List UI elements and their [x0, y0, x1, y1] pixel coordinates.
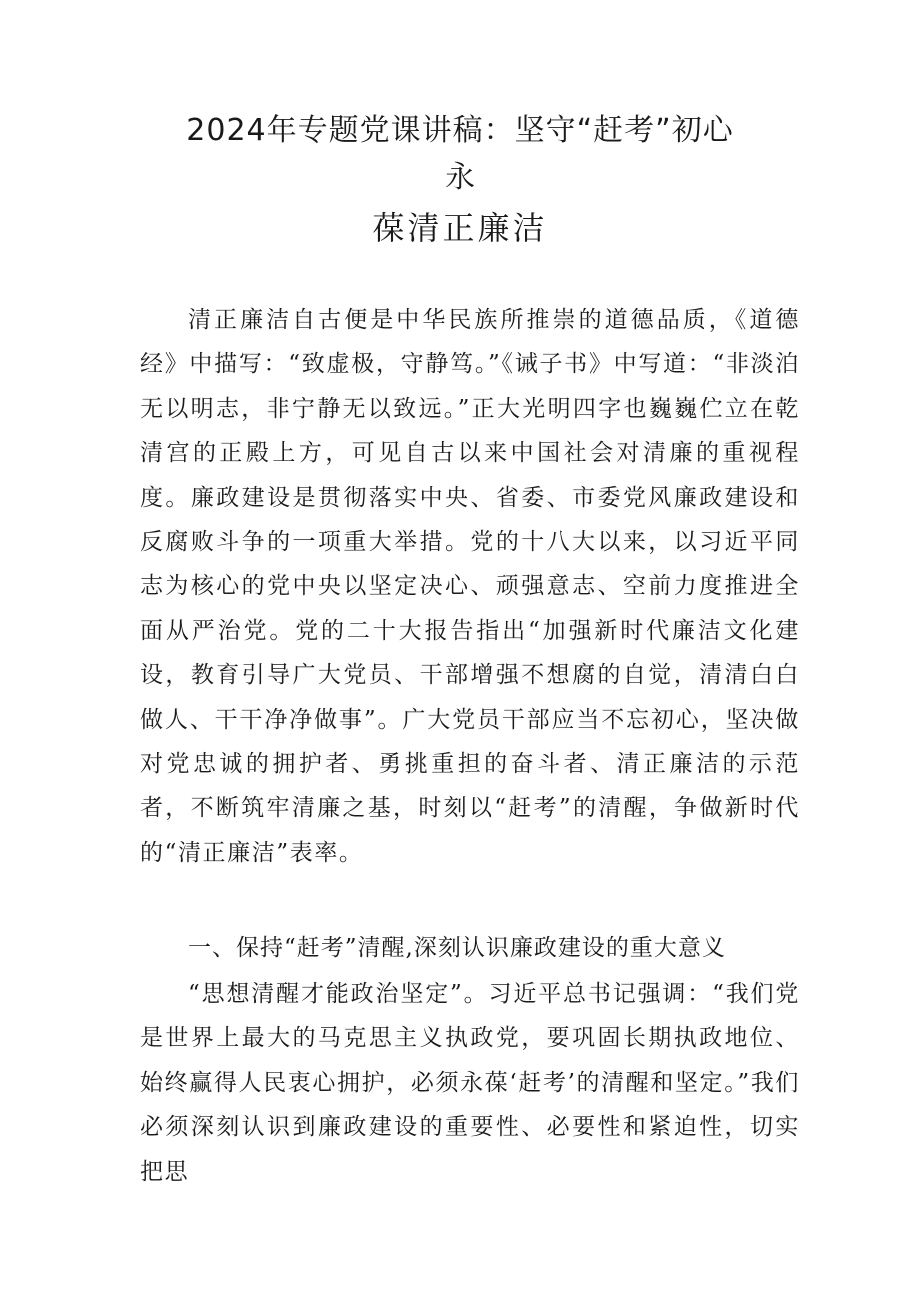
- title-main-text: 2024年专题党课讲稿：坚守“赶考”初心: [186, 113, 734, 148]
- paragraph-section-1: “思想清醒才能政治坚定”。习近平总书记强调：“我们党是世界上最大的马克思主义执政党，要巩固长期执政地位、始终赢得人民衷心拥护，必须永葆‘赶考’的清醒和坚定。”我们必须深刻认识到廉政建设的重要性、必要性和紧迫性，切实把思: [140, 981, 800, 1185]
- document-title-line-2: [0, 156, 920, 200]
- document-title-line-1: [0, 108, 920, 154]
- title-wrap-char: 永: [445, 160, 475, 195]
- paragraph-intro: 清正廉洁自古便是中华民族所推崇的道德品质，《道德经》中描写：“致虚极，守静笃。”《诫子书》中写道：“非淡泊无以明志，非宁静无以致远。”正大光明四字也巍巍伫立在乾清宫的正殿上方，可见自古以来中国社会对清廉的重视程度。廉政建设是贯彻落实中央、省委、市委党风廉政建设和反腐败斗争的一项重大举措。党的十八大以来，以习近平同志为核心的党中央以坚定决心、顽强意志、空前力度推进全面从严治党。党的二十大报告指出“加强新时代廉洁文化建设，教育引导广大党员、干部增强不想腐的自觉，清清白白做人、干干净净做事”。广大党员干部应当不忘初心，坚决做对党忠诚的拥护者、勇挑重担的奋斗者、清正廉洁的示范者，不断筑牢清廉之基，时刻以“赶考”的清醒，争做新时代的“清正廉洁”表率。: [140, 307, 800, 866]
- document-title-line-3: 葆清正廉洁: [372, 209, 548, 247]
- section-heading-1: 一、保持“赶考”清醒,深刻认识廉政建设的重大意义: [188, 935, 726, 961]
